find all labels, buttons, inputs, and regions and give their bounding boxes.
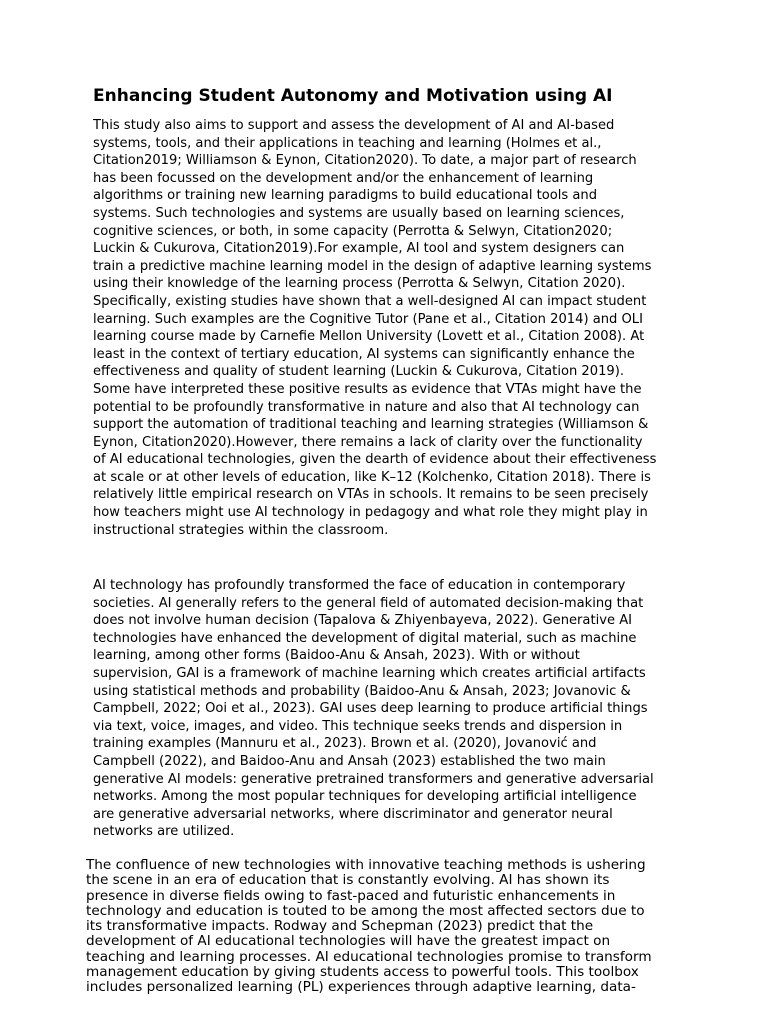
paragraph-ai-technology-in-education — [93, 577, 654, 841]
text-line: cognitive sciences, or both, in some capacity (Perrotta & Selwyn, Citation2020; — [93, 223, 613, 239]
text-line: technologies have enhanced the development of digital material, such as machine — [93, 630, 637, 646]
text-line: presence in diverse fields owing to fast-paced and futuristic enhancements in — [86, 887, 616, 904]
text-line: Some have interpreted these positive results as evidence that VTAs might have the — [93, 381, 642, 397]
text-line: training examples (Mannuru et al., 2023). Brown et al. (2020), Jovanović and — [93, 736, 597, 752]
paragraph-ai-in-teaching-and-learning — [93, 117, 656, 539]
text-line: potential to be profoundly transformative in nature and also that AI technology can — [93, 399, 640, 415]
text-line: The confluence of new technologies with innovative teaching methods is ushering — [86, 857, 646, 873]
text-line: supervision, GAI is a framework of machine learning which creates artificial artifacts — [93, 665, 646, 681]
text-line: management education by giving students access to powerful tools. This toolbox — [86, 964, 639, 981]
text-line: least in the context of tertiary education, AI systems can significantly enhance the — [93, 346, 635, 362]
text-line: using statistical methods and probability (Baidoo-Anu & Ansah, 2023; Jovanovic & — [93, 683, 631, 699]
text-line: includes personalized learning (PL) experiences through adaptive learning, data- — [86, 979, 636, 996]
text-line: systems. Such technologies and systems are usually based on learning sciences, — [93, 205, 625, 221]
text-line: learning, among other forms (Baidoo-Anu & Ansah, 2023). With or without — [93, 648, 580, 664]
text-line: has been focussed on the development and/or the enhancement of learning — [93, 170, 594, 186]
text-line: systems, tools, and their applications in teaching and learning (Holmes et al., — [93, 135, 602, 151]
document-title: Enhancing Student Autonomy and Motivation using AI — [93, 86, 613, 106]
text-line: generative AI models: generative pretrained transformers and generative adversarial — [93, 771, 654, 787]
text-line: teaching and learning processes. AI educational technologies promise to transform — [86, 948, 652, 965]
text-line: Campbell (2022), and Baidoo-Anu and Ansah (2023) established the two main — [93, 753, 606, 769]
text-line: support the automation of traditional teaching and learning strategies (Williamson & — [93, 417, 649, 433]
text-line: algorithms or training new learning paradigms to build educational tools and — [93, 188, 598, 204]
text-line: development of AI educational technologies will have the greatest impact on — [86, 933, 611, 950]
text-line: Citation2019; Williamson & Eynon, Citation2020). To date, a major part of research — [93, 153, 637, 169]
text-line: its transformative impacts. Rodway and Schepman (2023) predict that the — [86, 918, 594, 935]
text-line: AI technology has profoundly transformed the face of education in contemporary — [93, 578, 626, 593]
text-line: learning course made by Carnefie Mellon University (Lovett et al., Citation 2008). At — [93, 329, 645, 345]
text-line: Eynon, Citation2020).However, there remains a lack of clarity over the functionality — [93, 434, 643, 450]
text-line: effectiveness and quality of student learning (Luckin & Cukurova, Citation 2019). — [93, 364, 625, 380]
text-line: via text, voice, images, and video. This technique seeks trends and dispersion in — [93, 718, 623, 734]
text-line: technology and education is touted to be among the most affected sectors due to — [86, 902, 645, 919]
text-line: does not involve human decision (Tapalova & Zhiyenbayeva, 2022). Generative AI — [93, 613, 633, 629]
text-line: train a predictive machine learning model in the design of adaptive learning systems — [93, 258, 652, 274]
text-line: This study also aims to support and assess the development of AI and AI-based — [93, 118, 615, 133]
text-line: Specifically, existing studies have shown that a well-designed AI can impact student — [93, 293, 647, 309]
text-line: the scene in an era of education that is constantly evolving. AI has shown its — [86, 872, 610, 889]
text-line: relatively little empirical research on VTAs in schools. It remains to be seen precisely — [93, 487, 649, 503]
text-line: networks. Among the most popular techniques for developing artificial intelligence — [93, 789, 637, 805]
text-line: using their knowledge of the learning process (Perrotta & Selwyn, Citation 2020). — [93, 276, 626, 292]
text-line: learning. Such examples are the Cognitive Tutor (Pane et al., Citation 2014) and OLI — [93, 311, 643, 327]
text-line: how teachers might use AI technology in pedagogy and what role they might play in — [93, 505, 648, 521]
text-line: instructional strategies within the classroom. — [93, 522, 389, 538]
paragraph-confluence-of-technologies — [86, 858, 652, 996]
text-line: Campbell, 2022; Ooi et al., 2023). GAI uses deep learning to produce artificial things — [93, 701, 648, 717]
text-line: at scale or at other levels of education, like K–12 (Kolchenko, Citation 2018). There is — [93, 469, 651, 485]
text-line: Luckin & Cukurova, Citation2019).For example, AI tool and system designers can — [93, 241, 625, 257]
text-line: are generative adversarial networks, where discriminator and generator neural — [93, 806, 613, 822]
text-line: networks are utilized. — [93, 824, 235, 840]
text-line: societies. AI generally refers to the general field of automated decision-making that — [93, 595, 644, 611]
text-line: of AI educational technologies, given the dearth of evidence about their effectiveness — [93, 452, 657, 468]
